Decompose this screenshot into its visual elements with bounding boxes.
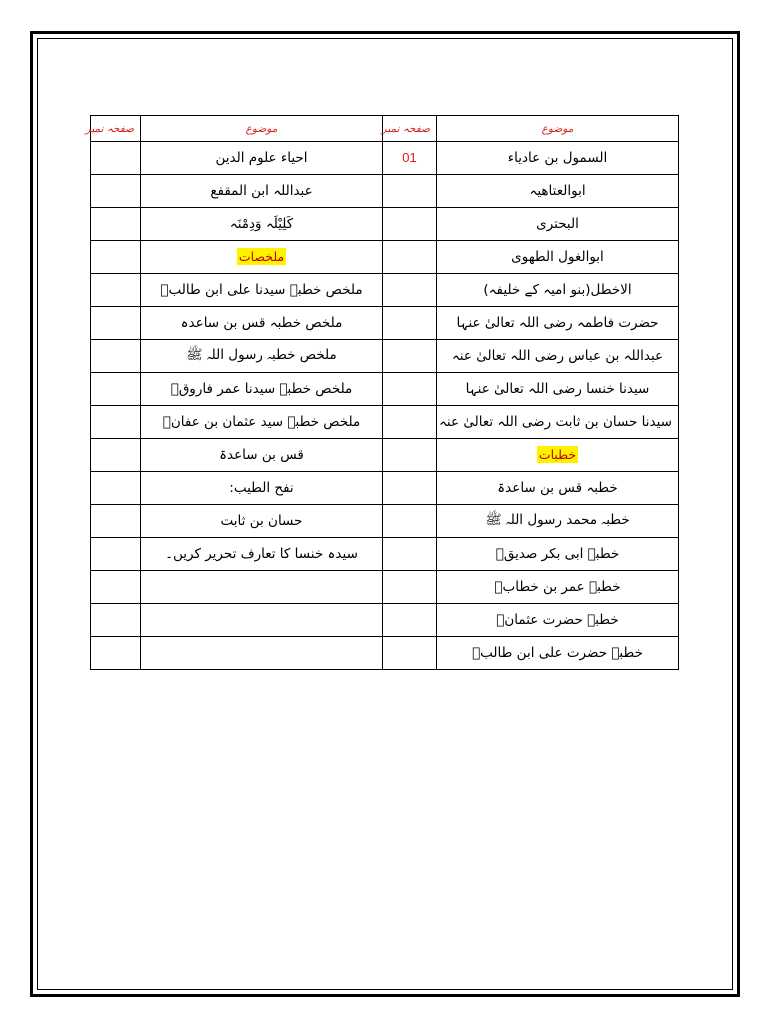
page-cell-left (91, 175, 141, 208)
topic-cell-left (141, 274, 383, 307)
table-row (91, 637, 679, 670)
header-page-right: صفحہ نمبر (383, 116, 437, 142)
topic-cell-left (141, 571, 383, 604)
topic-text: خطبہ حضرت عثمانؓ (496, 612, 619, 628)
page-cell-left (91, 373, 141, 406)
header-row (91, 116, 679, 142)
page-cell-left (91, 340, 141, 373)
table-row (91, 373, 679, 406)
topic-cell-left (141, 373, 383, 406)
table-row (91, 538, 679, 571)
table-row (91, 274, 679, 307)
topic-cell-right (437, 175, 679, 208)
topic-cell-left (141, 538, 383, 571)
page-number: 01 (402, 150, 417, 165)
topic-text: ابوالعتاھیہ (529, 183, 586, 199)
header-topic-right: موضوع (437, 116, 679, 142)
topic-cell-left (141, 241, 383, 274)
table-row (91, 175, 679, 208)
table-row (91, 406, 679, 439)
page-cell-right (383, 142, 437, 175)
page-cell-right (383, 439, 437, 472)
topic-cell-right (437, 241, 679, 274)
topic-text: البحتری (536, 216, 579, 232)
topic-cell-right (437, 373, 679, 406)
page-cell-right (383, 373, 437, 406)
topic-text: قس بن ساعدۃ (219, 447, 304, 463)
topic-cell-right (437, 571, 679, 604)
topic-text: عبداللہ ابن المقفع (210, 183, 313, 199)
page-cell-left (91, 274, 141, 307)
topic-cell-left (141, 142, 383, 175)
topic-cell-right (437, 142, 679, 175)
topic-text: خطبہ محمد رسول اللہ ﷺ (485, 512, 630, 528)
topic-cell-right (437, 472, 679, 505)
topic-cell-right (437, 439, 679, 472)
header-topic-left: موضوع (141, 116, 383, 142)
page-cell-right (383, 505, 437, 538)
table-row (91, 604, 679, 637)
topic-cell-left (141, 472, 383, 505)
page-cell-right (383, 637, 437, 670)
page-cell-right (383, 274, 437, 307)
topic-cell-left (141, 340, 383, 373)
page-cell-right (383, 307, 437, 340)
topic-cell-right (437, 406, 679, 439)
topic-cell-right (437, 505, 679, 538)
page-cell-left (91, 472, 141, 505)
topic-cell-left (141, 406, 383, 439)
topic-cell-left (141, 307, 383, 340)
table-row (91, 241, 679, 274)
topic-text: ملخص خطبہ رسول اللہ ﷺ (186, 347, 337, 363)
table-row (91, 472, 679, 505)
contents-table (85, 115, 679, 670)
topic-cell-left (141, 505, 383, 538)
table-row (91, 505, 679, 538)
topic-text: سیدنا خنسا رضی اللہ تعالیٰ عنہا (465, 381, 650, 397)
table-row (91, 208, 679, 241)
page-cell-right (383, 208, 437, 241)
topic-cell-right (437, 307, 679, 340)
page-cell-left (91, 208, 141, 241)
page-cell-right (383, 472, 437, 505)
topic-text: کَلِیْلَہ وَدِمْنَہ (229, 216, 294, 232)
topic-cell-left (141, 604, 383, 637)
topic-text: عبداللہ بن عباس رضی اللہ تعالیٰ عنہ (451, 348, 664, 364)
header-page-left: صفحہ نمبر (91, 116, 141, 142)
topic-cell-right (437, 340, 679, 373)
page-cell-right (383, 604, 437, 637)
topic-text: احیاء علوم الدین (215, 150, 308, 166)
page-cell-left (91, 571, 141, 604)
page-cell-right (383, 538, 437, 571)
page-cell-right (383, 571, 437, 604)
table-row (91, 571, 679, 604)
topic-text: السمول بن عادیاء (507, 150, 608, 166)
page-cell-right (383, 406, 437, 439)
page-cell-left (91, 637, 141, 670)
page-cell-right (383, 241, 437, 274)
topic-text: ملخص خطبہ سید عثمان بن عفانؓ (162, 414, 361, 430)
topic-text: سیدنا حسان بن ثابت رضی اللہ تعالیٰ عنہ (439, 414, 672, 430)
page-cell-left (91, 241, 141, 274)
topic-text: ملخص خطبہ سیدنا علی ابن طالبؓ (160, 282, 363, 298)
page-cell-left (91, 406, 141, 439)
topic-text: ملخص خطبہ قس بن ساعدہ (180, 315, 343, 331)
topic-text: خطبہ ابی بکر صدیقؓ (495, 546, 620, 562)
topic-cell-right (437, 538, 679, 571)
page-cell-left (91, 604, 141, 637)
page-cell-left (91, 439, 141, 472)
topic-text: ابوالغول الطھوی (511, 249, 604, 265)
page-cell-left (91, 505, 141, 538)
table-row (91, 307, 679, 340)
page-cell-right (383, 175, 437, 208)
topic-text: الاخطل(بنو امیہ کے خلیفہ) (483, 282, 632, 298)
page-cell-right (383, 340, 437, 373)
topic-text: حضرت فاطمہ رضی اللہ تعالیٰ عنہا (456, 315, 659, 331)
topic-text: نفح الطیب: (229, 480, 294, 496)
topic-cell-left (141, 208, 383, 241)
table-body (91, 142, 679, 670)
topic-text: سیدہ خنسا کا تعارف تحریر کریں۔ (165, 546, 358, 562)
topic-cell-right (437, 637, 679, 670)
topic-text: خطبہ قس بن ساعدۃ (497, 480, 618, 496)
topic-cell-left (141, 175, 383, 208)
section-heading: خطبات (538, 447, 577, 462)
page-cell-left (91, 142, 141, 175)
page-cell-left (91, 307, 141, 340)
table-row (91, 439, 679, 472)
topic-cell-right (437, 604, 679, 637)
table-row (91, 142, 679, 175)
topic-text: خطبہ حضرت علی ابن طالبؓ (472, 645, 643, 661)
topic-text: خطبہ عمر بن خطابؓ (494, 579, 621, 595)
topic-text: حسان بن ثابت (220, 513, 303, 529)
section-heading: ملخصات (238, 249, 285, 264)
topic-cell-left (141, 637, 383, 670)
topic-cell-right (437, 274, 679, 307)
topic-cell-right (437, 208, 679, 241)
page-cell-left (91, 538, 141, 571)
table-row (91, 340, 679, 373)
topic-text: ملخص خطبہ سیدنا عمر فاروقؓ (170, 381, 353, 397)
topic-cell-left (141, 439, 383, 472)
